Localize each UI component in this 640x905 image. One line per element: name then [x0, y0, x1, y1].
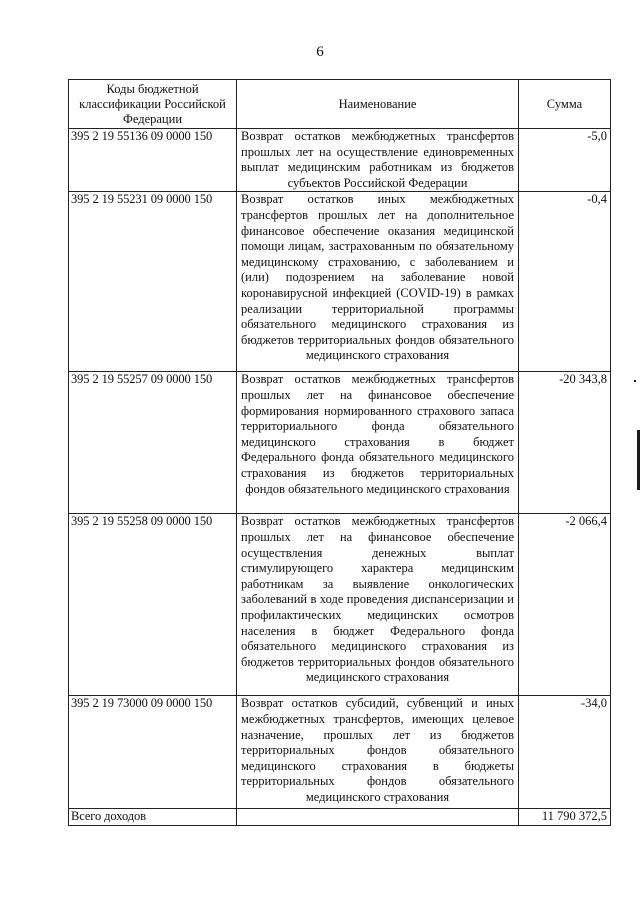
row-code: 395 2 19 73000 09 0000 150 — [69, 696, 237, 809]
row-sum: -5,0 — [519, 129, 611, 192]
row-sum: -20 343,8 — [519, 372, 611, 514]
row-name: Возврат остатков межбюджетных трансфертов прошлых лет на финансовое обеспечение осуществления денежных выплат стимулирующего характера медицинским работникам за выявление онкологических заболеваний в ходе проведения диспансеризации и профилактических медицинских осмотров населения в бюджет Федерального фонда обязательного медицинского страхования из бюджетов территориальных фондов обязательного медицинского страхования — [237, 514, 519, 696]
row-sum: -2 066,4 — [519, 514, 611, 696]
table-row — [69, 129, 611, 192]
page-number: 6 — [316, 44, 324, 60]
row-name: Возврат остатков межбюджетных трансфертов прошлых лет на осуществление единовременных выплат медицинским работникам из бюджетов субъектов Российской Федерации — [237, 129, 519, 192]
row-code: 395 2 19 55136 09 0000 150 — [69, 129, 237, 192]
scan-edge-dot — [634, 380, 636, 382]
row-sum: -34,0 — [519, 696, 611, 809]
row-name: Возврат остатков межбюджетных трансфертов прошлых лет на финансовое обеспечение формирования нормированного страхового запаса территориального фонда обязательного медицинского страхования в бюджет Федерального фонда обязательного медицинского страхования из бюджетов территориальных фондов обязательного медицинского страхования — [237, 372, 519, 514]
row-code: 395 2 19 55231 09 0000 150 — [69, 192, 237, 372]
row-code: 395 2 19 55258 09 0000 150 — [69, 514, 237, 696]
table-row — [69, 372, 611, 514]
row-name: Возврат остатков субсидий, субвенций и иных межбюджетных трансфертов, имеющих целевое назначение, прошлых лет из бюджетов территориальных фондов обязательного медицинского страхования в бюджеты территориальных фондов обязательного медицинского страхования — [237, 696, 519, 809]
header-name: Наименование — [237, 80, 519, 129]
header-sum: Сумма — [519, 80, 611, 129]
row-code: 395 2 19 55257 09 0000 150 — [69, 372, 237, 514]
table-row — [69, 696, 611, 809]
total-label: Всего доходов — [69, 809, 237, 826]
row-sum: -0,4 — [519, 192, 611, 372]
total-name — [237, 809, 519, 826]
total-row — [69, 809, 611, 826]
header-code: Коды бюджетной классификации Российской Федерации — [69, 80, 237, 129]
table-header-row — [69, 80, 611, 129]
budget-table — [68, 79, 611, 826]
table-row — [69, 514, 611, 696]
row-name: Возврат остатков иных межбюджетных трансфертов прошлых лет на дополнительное финансовое обеспечение оказания медицинской помощи лицам, застрахованным по обязательному медицинскому страхованию, с заболеванием и (или) подозрением на заболевание новой коронавирусной инфекцией (COVID-19) в рамках реализации территориальной программы обязательного медицинского страхования из бюджетов территориальных фондов обязательного медицинского страхования — [237, 192, 519, 372]
table-row — [69, 192, 611, 372]
total-sum: 11 790 372,5 — [519, 809, 611, 826]
